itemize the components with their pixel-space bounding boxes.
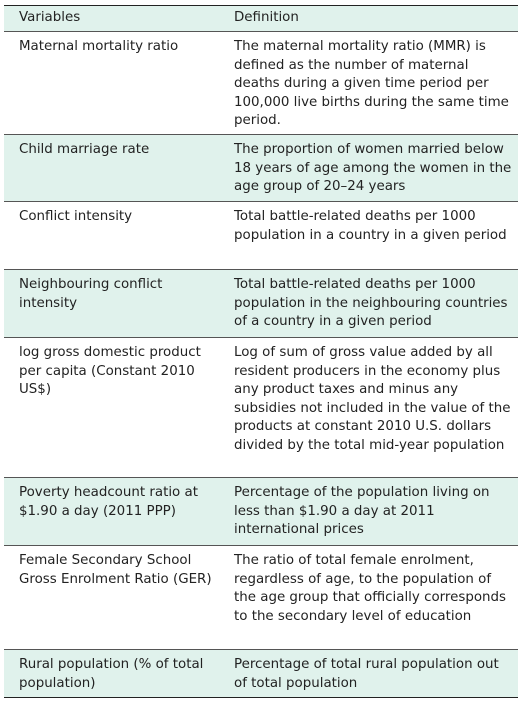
definition-cell: Log of sum of gross value added by all resident producers in the economy plus any product taxes and minus any subsidies not included in the value of the products at constant 2010 U.S. dollars divided by the total mid-year population xyxy=(234,345,511,453)
variable-cell: Conflict intensity xyxy=(19,209,133,224)
definition-cell: The ratio of total female enrolment, regardless of age, to the population of the age group that officially corresponds to the secondary level of education xyxy=(234,553,506,624)
variable-cell: Poverty headcount ratio at $1.90 a day (2011 PPP) xyxy=(19,485,198,519)
table-row xyxy=(4,269,518,337)
table-row xyxy=(4,649,518,697)
variables-definition-table xyxy=(4,5,518,698)
table-row xyxy=(4,31,518,134)
variable-cell: Maternal mortality ratio xyxy=(19,39,179,54)
definition-cell: Percentage of the population living on less than $1.90 a day at 2011 international prices xyxy=(234,485,490,537)
variable-cell: log gross domestic product per capita (Constant 2010 US$) xyxy=(19,345,201,397)
definition-cell: The maternal mortality ratio (MMR) is defined as the number of maternal deaths during a given time period per 100,000 live births during the same time period. xyxy=(234,39,509,128)
definition-cell: Total battle-related deaths per 1000 population in the neighbouring countries of a country in a given period xyxy=(234,277,508,329)
table-row xyxy=(4,545,518,649)
table-row xyxy=(4,337,518,477)
table-row xyxy=(4,201,518,269)
header-definition: Definition xyxy=(234,10,299,25)
table-row xyxy=(4,134,518,201)
header-variables: Variables xyxy=(19,10,81,25)
variable-cell: Child marriage rate xyxy=(19,142,150,157)
variable-cell: Neighbouring conflict intensity xyxy=(19,277,163,311)
table-row xyxy=(4,477,518,545)
definition-cell: Total battle-related deaths per 1000 population in a country in a given period xyxy=(234,209,507,243)
definition-cell: Percentage of total rural population out of total population xyxy=(234,657,499,691)
variable-cell: Female Secondary School Gross Enrolment Ratio (GER) xyxy=(19,553,212,587)
table-header-row xyxy=(4,6,518,31)
definition-cell: The proportion of women married below 18 years of age among the women in the age group of 20–24 years xyxy=(234,142,512,194)
variable-cell: Rural population (% of total population) xyxy=(19,657,204,691)
